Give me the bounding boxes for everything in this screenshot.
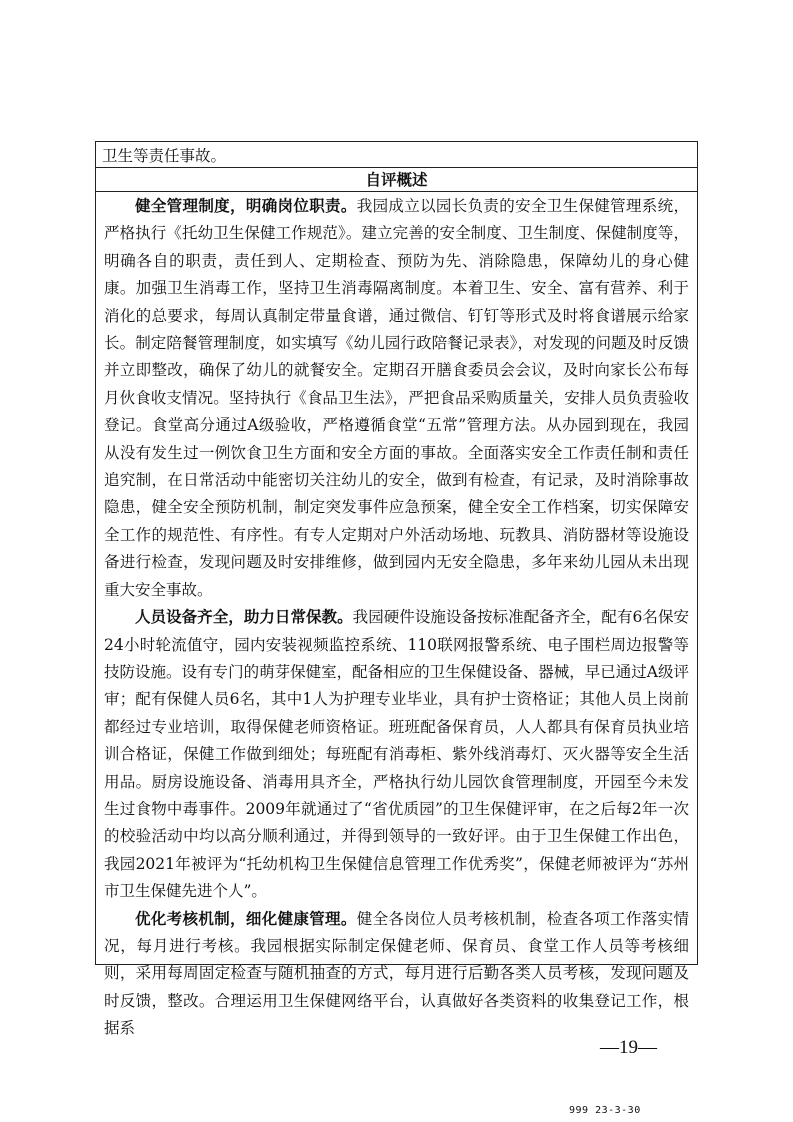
previous-section-text: 卫生等责任事故。 (96, 142, 697, 168)
paragraph-lead: 优化考核机制，细化健康管理。 (135, 909, 357, 928)
paragraph-text: 我园硬件设施设备按标准配备齐全，配有6名保安24小时轮流值守，园内安装视频监控系统、110联网报警系统、电子围栏周边报警等技防设施。设有专门的萌芽保健室，配备相应的卫生保健设备、器械，早已通过A级评审；配有保健人员6名，其中1人为护理专业毕业，具有护士资格证；其他人员上岗前都经过专业培训，取得保健老师资格证。班班配备保育员，人人都具有保育员执业培训合格证，保健工作做到细处；每班配有消毒柜、紫外线消毒灯、灭火器等安全生活用品。厨房设施设备、消毒用具齐全，严格执行幼儿园饮食管理制度，开园至今未发生过食物中毒事件。2009年就通过了“省优质园”的卫生保健评审，在之后每2年一次的校验活动中均以高分顺利通过，并得到领导的一致好评。由于卫生保健工作出色，我园2021年被评为“托幼机构卫生保健信息管理工作优秀奖”，保健老师被评为“苏州市卫生保健先进个人”。 (104, 608, 689, 901)
paragraph-text: 健全各岗位人员考核机制，检查各项工作落实情况，每月进行考核。我园根据实际制定保健老师、保育员、食堂工作人员等考核细则，采用每周固定检查与随机抽查的方式，每月进行后勤各类人员考核，发现问题及时反馈，整改。合理运用卫生保健网络平台，认真做好各类资料的收集登记工作，根据系 (104, 909, 689, 1038)
section-body (96, 192, 697, 1043)
paragraph-text: 我园成立以园长负责的安全卫生保健管理系统，严格执行《托幼卫生保健工作规范》。建立完善的安全制度、卫生制度、保健制度等，明确各自的职责，责任到人、定期检查、预防为先、消除隐患，保障幼儿的身心健康。加强卫生消毒工作，坚持卫生消毒隔离制度。本着卫生、安全、富有营养、利于消化的总要求，每周认真制定带量食谱，通过微信、钉钉等形式及时将食谱展示给家长。制定陪餐管理制度，如实填写《幼儿园行政陪餐记录表》，对发现的问题及时反馈并立即整改，确保了幼儿的就餐安全。定期召开膳食委员会会议，及时向家长公布每月伙食收支情况。坚持执行《食品卫生法》，严把食品采购质量关，安排人员负责验收登记。食堂高分通过A级验收，严格遵循食堂“五常”管理方法。从办园到现在，我园从没有发生过一例饮食卫生方面和安全方面的事故。全面落实安全工作责任制和责任追究制，在日常活动中能密切关注幼儿的安全，做到有检查，有记录，及时消除事故隐患，健全安全预防机制，制定突发事件应急预案，健全安全工作档案，切实保障安全工作的规范性、有序性。有专人定期对户外活动场地、玩教具、消防器材等设施设备进行检查，发现问题及时安排维修，做到园内无安全隐患，多年来幼儿园从未出现重大安全事故。 (104, 197, 689, 599)
print-stamp: 999 23-3-30 (569, 1105, 641, 1116)
paragraph-staff-equipment (104, 604, 689, 905)
paragraph-assessment (104, 906, 689, 1043)
self-evaluation-table (95, 141, 698, 1038)
paragraph-lead: 健全管理制度，明确岗位职责。 (135, 197, 357, 215)
paragraph-lead: 人员设备齐全，助力日常保教。 (135, 608, 353, 627)
section-title: 自评概述 (96, 168, 697, 192)
paragraph-management (104, 193, 689, 604)
page-number: —19— (600, 1037, 657, 1058)
